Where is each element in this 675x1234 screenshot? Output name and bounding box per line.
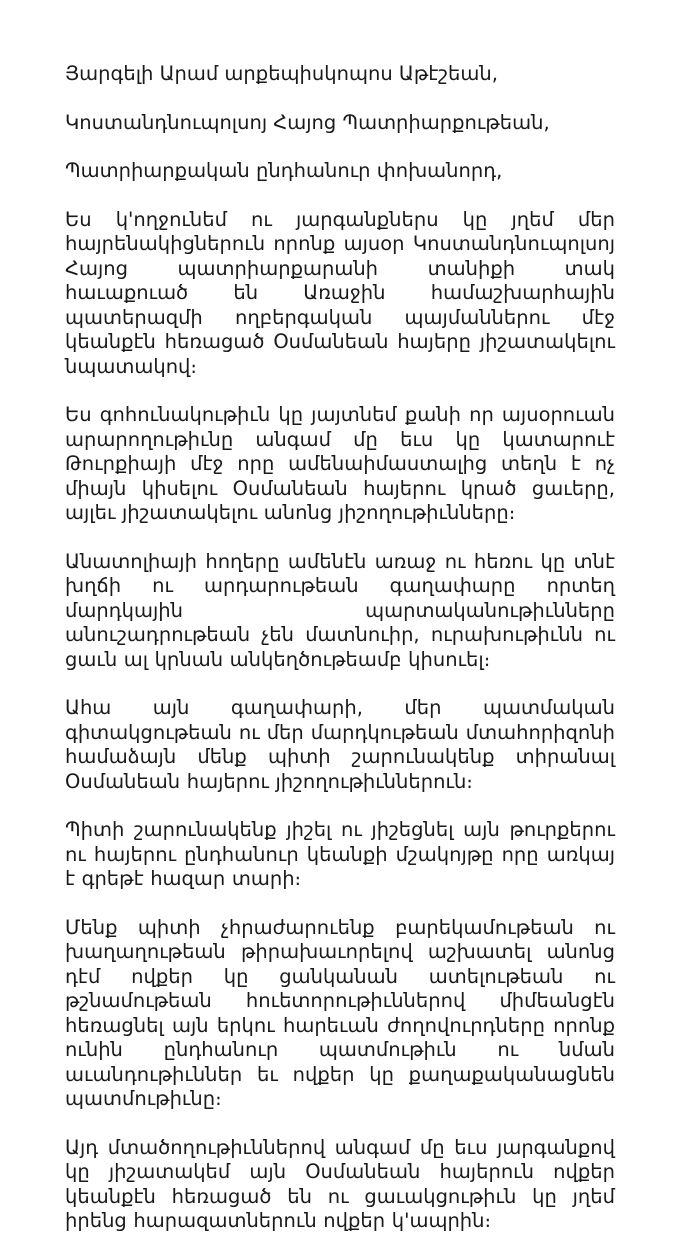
- paragraph: Այդ մտածողութիւններով անգամ մը եւս յարգանքով կը յիշատակեմ այն Օսմանեան հայերուն ովքեր կեանքէն հեռացած են ու ցաւակցութիւն կը յղեմ իրենց հարազատներուն ովքեր կ'ապրին։: [65, 1135, 615, 1232]
- paragraph: Մենք պիտի չհրաժարուենք բարեկամութեան ու խաղաղութեան թիրախաւորելով աշխատել անոնց դէմ ովքեր կը ցանկանան ատելութեան ու թշնամութեան հուետորութիւններով միմեանցէն հեռացնել այն երկու հարեւան ժողովուրդները որոնք ունին ընդհանուր պատմութիւն ու նման աւանդութիւններ եւ ովքեր կը քաղաքականացնեն պատմութիւնը։: [65, 915, 615, 1110]
- paragraph: Ես կ'ողջունեմ ու յարգանքներս կը յղեմ մեր հայրենակիցներուն որոնք այսօր Կոստանդնուպոլսոյ Հայոց պատրիարքարանի տանիքի տակ հաւաքուած են Առաջին համաշխարհային պատերազմի ողբերգական պայմաններու մէջ կեանքէն հեռացած Օսմանեան հայերը յիշատակելու նպատակով։: [65, 207, 615, 378]
- salutation-title: Պատրիարքական ընդհանուր փոխանորդ,: [65, 159, 503, 182]
- paragraph: Ես գոհունակութիւն կը յայտնեմ քանի որ այսօրուան արարողութիւնը անգամ մը եւս կը կատարուէ Թուրքիայի մէջ որը ամենաիմաստալից տեղն է ոչ միայն կիսելու Օսմանեան հայերու կրած ցաւերը, այլեւ յիշատակելու անոնց յիշողութիւնները։: [65, 403, 615, 524]
- salutation-name: Յարգելի Արամ արքեպիսկոպոս Աթէշեան,: [65, 62, 498, 85]
- paragraph: Անատոլիայի հողերը ամենէն առաջ ու հեռու կը տնէ խղճի ու արդարութեան գաղափարը որտեղ մարդկային պարտականութիւնները անուշադրութեան չեն մատնուիր, ուրախութիւնն ու ցաւն ալ կրնան անկեղծութեամբ կիսուել։: [65, 549, 615, 671]
- paragraph: Ահա այն գաղափարի, մեր պատմական գիտակցութեան ու մեր մարդկութեան մտահորիզոնի համաձայն մենք պիտի շարունակենք տիրանալ Օսմանեան հայերու յիշողութիւններուն։: [65, 696, 615, 793]
- salutation-institution: Կոստանդնուպոլսոյ Հայոց Պատրիարքութեան,: [65, 110, 550, 134]
- paragraph: Պիտի շարունակենք յիշել ու յիշեցնել այն թուրքերու ու հայերու ընդհանուր կեանքի մշակոյթը որը առկայ է գրեթէ հազար տարի։: [65, 818, 615, 890]
